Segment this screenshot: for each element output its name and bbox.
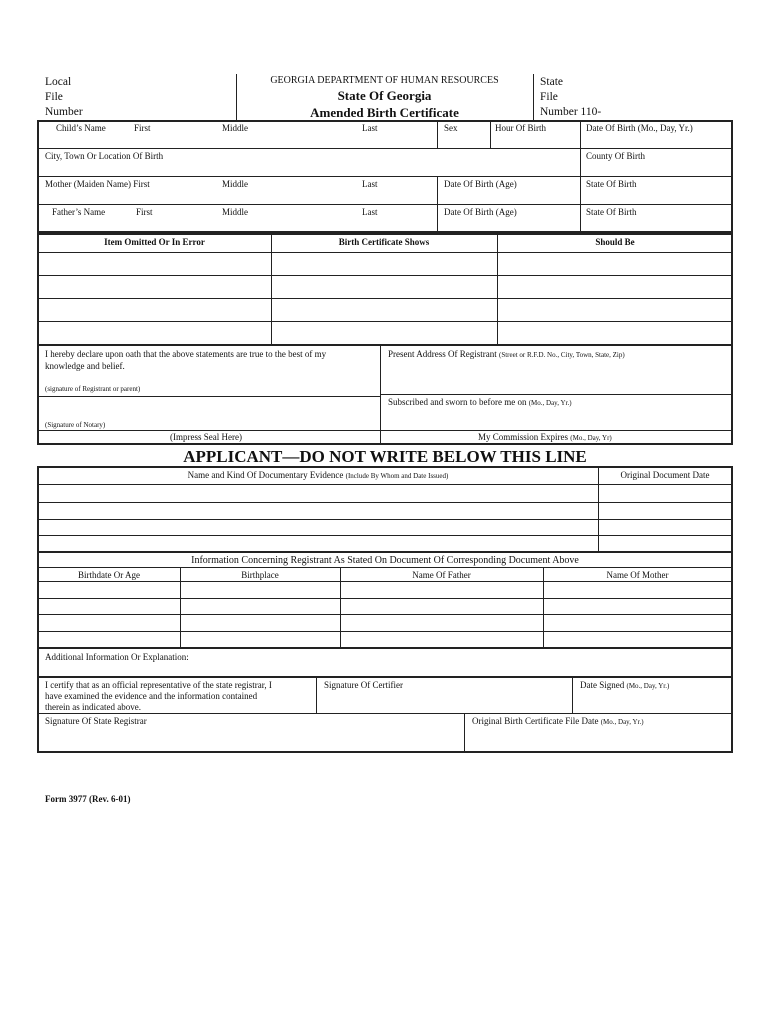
col-item-omitted: Item Omitted Or In Error: [104, 237, 205, 247]
original-file-date-label: Original Birth Certificate File Date (Mo., Day, Yr.): [472, 716, 644, 726]
signature-registrant-label: (signature of Registrant or parent): [45, 385, 141, 393]
additional-info-label: Additional Information Or Explanation:: [45, 652, 189, 662]
signature-certifier-label: Signature Of Certifier: [324, 680, 403, 690]
state-title: State Of Georgia: [337, 88, 432, 103]
registrant-info-title: Information Concerning Registrant As Stated On Document Of Corresponding Document Above: [191, 555, 579, 566]
mother-middle-label: Middle: [222, 179, 248, 189]
number-label: Number: [45, 106, 83, 118]
col-name-of-father: Name Of Father: [412, 570, 471, 580]
sex-label: Sex: [444, 123, 458, 133]
correction-table: [37, 233, 733, 346]
child-last-label: Last: [362, 123, 378, 133]
present-address-label: Present Address Of Registrant (Street or R.F.D. No., City, Town, State, Zip): [388, 349, 625, 359]
hour-of-birth-label: Hour Of Birth: [495, 123, 546, 133]
subscribed-label: Subscribed and sworn to before me on (Mo., Day, Yr.): [388, 397, 572, 407]
department-name: GEORGIA DEPARTMENT OF HUMAN RESOURCES: [270, 75, 499, 86]
father-dob-label: Date Of Birth (Age): [444, 207, 517, 217]
state-number-label: Number 110-: [540, 106, 602, 118]
date-signed-label: Date Signed (Mo., Day, Yr.): [580, 680, 670, 690]
signature-notary-label: (Signature of Notary): [45, 421, 106, 429]
col-birthdate-age: Birthdate Or Age: [78, 570, 140, 580]
impress-seal-label: (Impress Seal Here): [170, 432, 242, 442]
mother-name-label: Mother (Maiden Name) First: [45, 179, 150, 189]
father-name-label: Father’s Name: [52, 207, 106, 217]
child-first-label: First: [134, 123, 151, 133]
form-number: Form 3977 (Rev. 6-01): [45, 794, 131, 804]
col-should-be: Should Be: [595, 237, 635, 247]
form-title: Amended Birth Certificate: [310, 105, 459, 120]
commission-expires-label: My Commission Expires (Mo., Day, Yr): [478, 432, 612, 442]
mother-last-label: Last: [362, 179, 378, 189]
county-of-birth-label: County Of Birth: [586, 151, 646, 161]
original-document-date-label: Original Document Date: [620, 470, 710, 480]
registrar-use-box: [37, 466, 733, 753]
father-state-label: State Of Birth: [586, 207, 637, 217]
child-middle-label: Middle: [222, 123, 248, 133]
father-middle-label: Middle: [222, 207, 248, 217]
evidence-label: Name and Kind Of Documentary Evidence (Include By Whom and Date Issued): [187, 470, 449, 480]
father-last-label: Last: [362, 207, 378, 217]
file-label: File: [45, 91, 63, 103]
state-label: State: [540, 76, 563, 88]
mother-state-label: State Of Birth: [586, 179, 637, 189]
certify-text-3: therein as indicated above.: [45, 702, 141, 712]
declaration-text-1: I hereby declare upon oath that the above statements are true to the best of my: [45, 349, 327, 359]
local-label: Local: [45, 76, 72, 88]
father-first-label: First: [136, 207, 153, 217]
certify-text-2: have examined the evidence and the information contained: [45, 691, 258, 701]
state-file-label: File: [540, 91, 558, 103]
col-certificate-shows: Birth Certificate Shows: [338, 237, 430, 247]
certify-text-1: I certify that as an official representative of the state registrar, I: [45, 680, 272, 690]
date-of-birth-label: Date Of Birth (Mo., Day, Yr.): [586, 123, 693, 133]
childs-name-label: Child’s Name: [56, 123, 106, 133]
mother-dob-label: Date Of Birth (Age): [444, 179, 517, 189]
signature-state-registrar-label: Signature Of State Registrar: [45, 716, 147, 726]
applicant-warning: APPLICANT—DO NOT WRITE BELOW THIS LINE: [183, 447, 587, 466]
col-birthplace: Birthplace: [241, 570, 279, 580]
city-of-birth-label: City, Town Or Location Of Birth: [45, 151, 164, 161]
declaration-text-2: knowledge and belief.: [45, 361, 125, 371]
col-name-of-mother: Name Of Mother: [606, 570, 669, 580]
